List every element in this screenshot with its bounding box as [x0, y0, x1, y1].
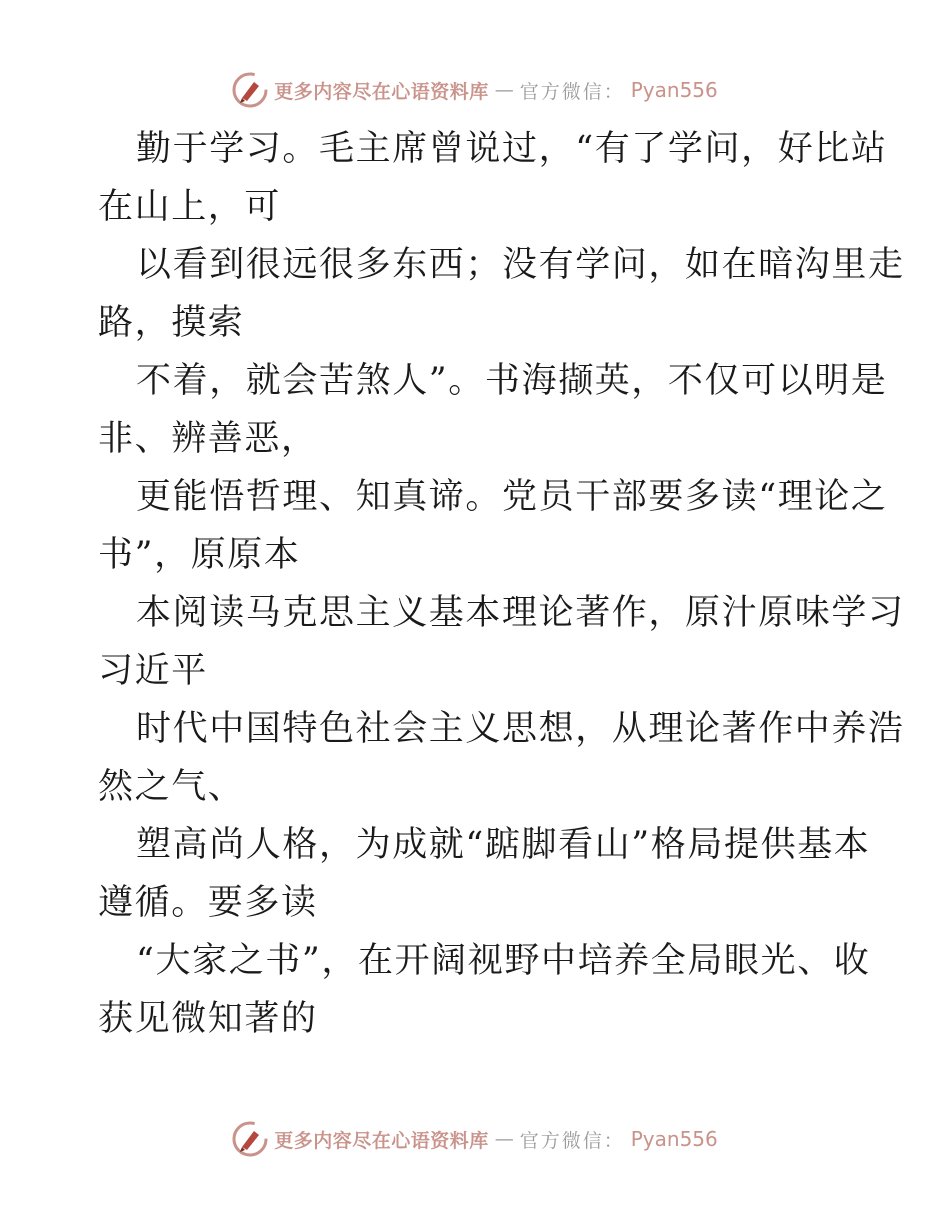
text-line: 更能悟哲理、知真谛。党员干部要多读“理论之 [136, 477, 888, 517]
text-line: 路，摸索 [98, 303, 245, 343]
watermark-label: 官方微信： [519, 80, 625, 103]
watermark-wechat-id: Pyan556 [630, 1127, 718, 1151]
text-line: 非、辨善恶， [98, 419, 318, 459]
text-line: 遵循。要多读 [98, 883, 318, 923]
text-line: 时代中国特色社会主义思想，从理论著作中养浩 [136, 709, 905, 749]
watermark-wechat-id: Pyan556 [630, 78, 718, 102]
text-line: 获见微知著的 [98, 999, 318, 1039]
footer-watermark [0, 1119, 950, 1159]
watermark-dash: — [494, 79, 514, 101]
watermark-brand-text: 更多内容尽在心语资料库 [274, 1129, 489, 1152]
text-line: 勤于学习。毛主席曾说过，“有了学问，好比站 [136, 129, 888, 169]
text-line: 以看到很远很多东西；没有学问，如在暗沟里走 [136, 245, 905, 285]
watermark-brand-text: 更多内容尽在心语资料库 [274, 80, 489, 103]
text-line: 然之气、 [98, 767, 245, 807]
watermark-label: 官方微信： [519, 1129, 625, 1152]
text-line: 书”，原原本 [98, 535, 301, 575]
text-line: 塑高尚人格，为成就“踮脚看山”格局提供基本 [136, 825, 871, 865]
text-line: 在山上，可 [98, 187, 282, 227]
document-body [98, 120, 905, 1048]
header-watermark [0, 70, 950, 110]
text-line: 本阅读马克思主义基本理论著作，原汁原味学习 [136, 593, 905, 633]
text-line: “大家之书”，在开阔视野中培养全局眼光、收 [136, 941, 871, 981]
text-line: 不着，就会苦煞人”。书海撷英，不仅可以明是 [136, 361, 888, 401]
watermark-dash: — [494, 1128, 514, 1150]
text-line: 习近平 [98, 651, 208, 691]
pen-nib-icon [232, 72, 268, 108]
pen-nib-icon [232, 1121, 268, 1157]
